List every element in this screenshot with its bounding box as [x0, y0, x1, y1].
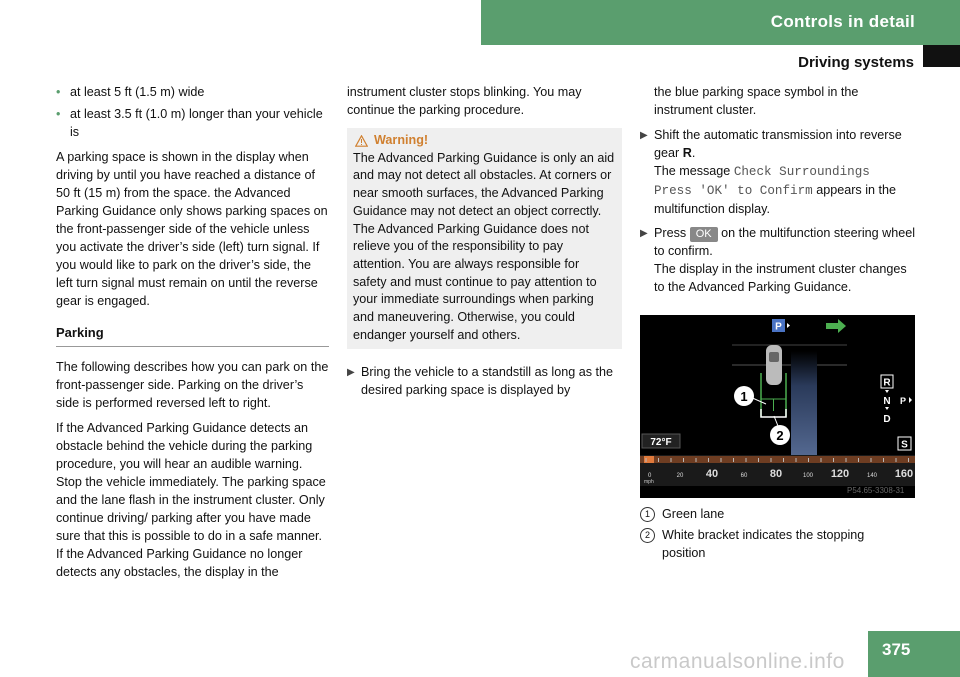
cluster-illustration: [640, 315, 915, 498]
park-symbol-label: P: [775, 321, 782, 333]
instrument-cluster-figure: [640, 315, 915, 498]
instruction-step: ▶ Press OK on the multifunction steering wheel to confirm. The display in the instrument cluster changes to the Advanced Parking Guidance.: [640, 226, 916, 294]
speed-label: 60: [740, 473, 748, 479]
side-park-indicator: P: [899, 396, 907, 406]
step-arrow-icon: ▶: [347, 367, 355, 379]
legend-number-icon: 1: [640, 507, 655, 522]
figure-caption: P54.65-3308-31: [847, 486, 905, 495]
paragraph: instrument cluster stops blinking. You may continue the parking procedure.: [347, 85, 582, 117]
speed-label: 0: [648, 473, 652, 479]
svg-text:2: 2: [776, 428, 784, 443]
section-tab-marker: [923, 45, 960, 67]
display-message: Press 'OK' to Confirm: [654, 184, 813, 198]
vehicle-icon: [766, 345, 782, 385]
speed-label: 100: [802, 473, 814, 479]
legend-item: 1 Green lane: [640, 505, 910, 523]
instruction-step: ▶ Bring the vehicle to a standstill as long as the desired parking space is displayed by: [347, 365, 614, 398]
warning-box: [347, 128, 622, 349]
instruction-step: ▶ Shift the automatic transmission into reverse gear R. The message Check Surroundings Press 'OK' to Confirm appears in the multifunction display.: [640, 128, 902, 216]
watermark: carmanualsonline.info: [630, 650, 845, 673]
list-item: • at least 3.5 ft (1.0 m) longer than your vehicle is: [56, 107, 323, 139]
parking-space-symbol: [791, 351, 817, 466]
gear-n: N: [883, 396, 891, 407]
outside-temperature: 72°F: [650, 437, 672, 448]
subsection-title: Driving systems: [798, 54, 914, 71]
gear-r: R: [883, 377, 891, 389]
section-title: Controls in detail: [770, 12, 915, 31]
column-1: [56, 83, 329, 588]
paragraph: The following describes how you can park on the front-passenger side. Parking on the driver’s side is performed reversed left to right.: [56, 360, 329, 410]
gear-d: D: [883, 414, 891, 425]
figure-legend: [640, 505, 910, 565]
speed-label: 20: [676, 473, 684, 479]
display-message: Check Surroundings: [733, 165, 870, 179]
ok-button-symbol: OK: [690, 227, 718, 242]
speed-label: 160: [894, 468, 914, 480]
column-2: [347, 83, 622, 405]
svg-text:1: 1: [740, 389, 748, 404]
svg-text:S: S: [901, 439, 908, 451]
warning-text: The Advanced Parking Guidance is only an aid and may not detect all obstacles. At corners or near smooth surfaces, the Advanced Parking Guidance may not detect an object correctly. The Advanced Parking Guidance does not relieve you of the responsibility to pay attention. You are always responsible for safety and must continue to pay attention to your immediate surroundings when parking and maneuvering. Otherwise, you could endanger yourself and others.: [353, 150, 615, 342]
paragraph: If the Advanced Parking Guidance detects an obstacle behind the vehicle during the parking procedure, you will hear an audible warning. Stop the vehicle immediately. The parking space and the lane flash in the instrument cluster. Only continue driving/ parking after you have made sure that this is possible to do in a safe manner. If the Advanced Parking Guidance no longer detects any obstacles, the display in the: [56, 421, 326, 579]
step-arrow-icon: ▶: [640, 228, 648, 239]
speed-label: 80: [769, 468, 783, 480]
paragraph: A parking space is shown in the display when driving by until you have reached a distance of 50 ft (15 m) from the space. the Advanced Parking Guidance only shows parking spaces on the front-passenger side of the vehicle unless you activate the driver’s side (left) turn signal. If you would like to park on the driver’s side, the left turn signal must remain on until the reverse gear is engaged.: [56, 150, 328, 308]
section-heading: Parking: [56, 324, 329, 347]
step-arrow-icon: ▶: [640, 130, 648, 141]
page-number: 375: [882, 640, 911, 659]
warning-triangle-icon: [355, 135, 368, 147]
legend-item: 2 White bracket indicates the stopping position: [640, 526, 910, 562]
speed-label: 40: [705, 468, 719, 480]
speed-label: 140: [866, 473, 878, 479]
speed-unit: mph: [644, 479, 654, 485]
legend-number-icon: 2: [640, 528, 655, 543]
speed-label: 120: [830, 468, 850, 480]
paragraph: the blue parking space symbol in the instrument cluster.: [654, 85, 859, 117]
list-item: • at least 5 ft (1.5 m) wide: [56, 85, 205, 99]
warning-heading: Warning!: [355, 132, 616, 150]
column-3: [640, 83, 918, 302]
